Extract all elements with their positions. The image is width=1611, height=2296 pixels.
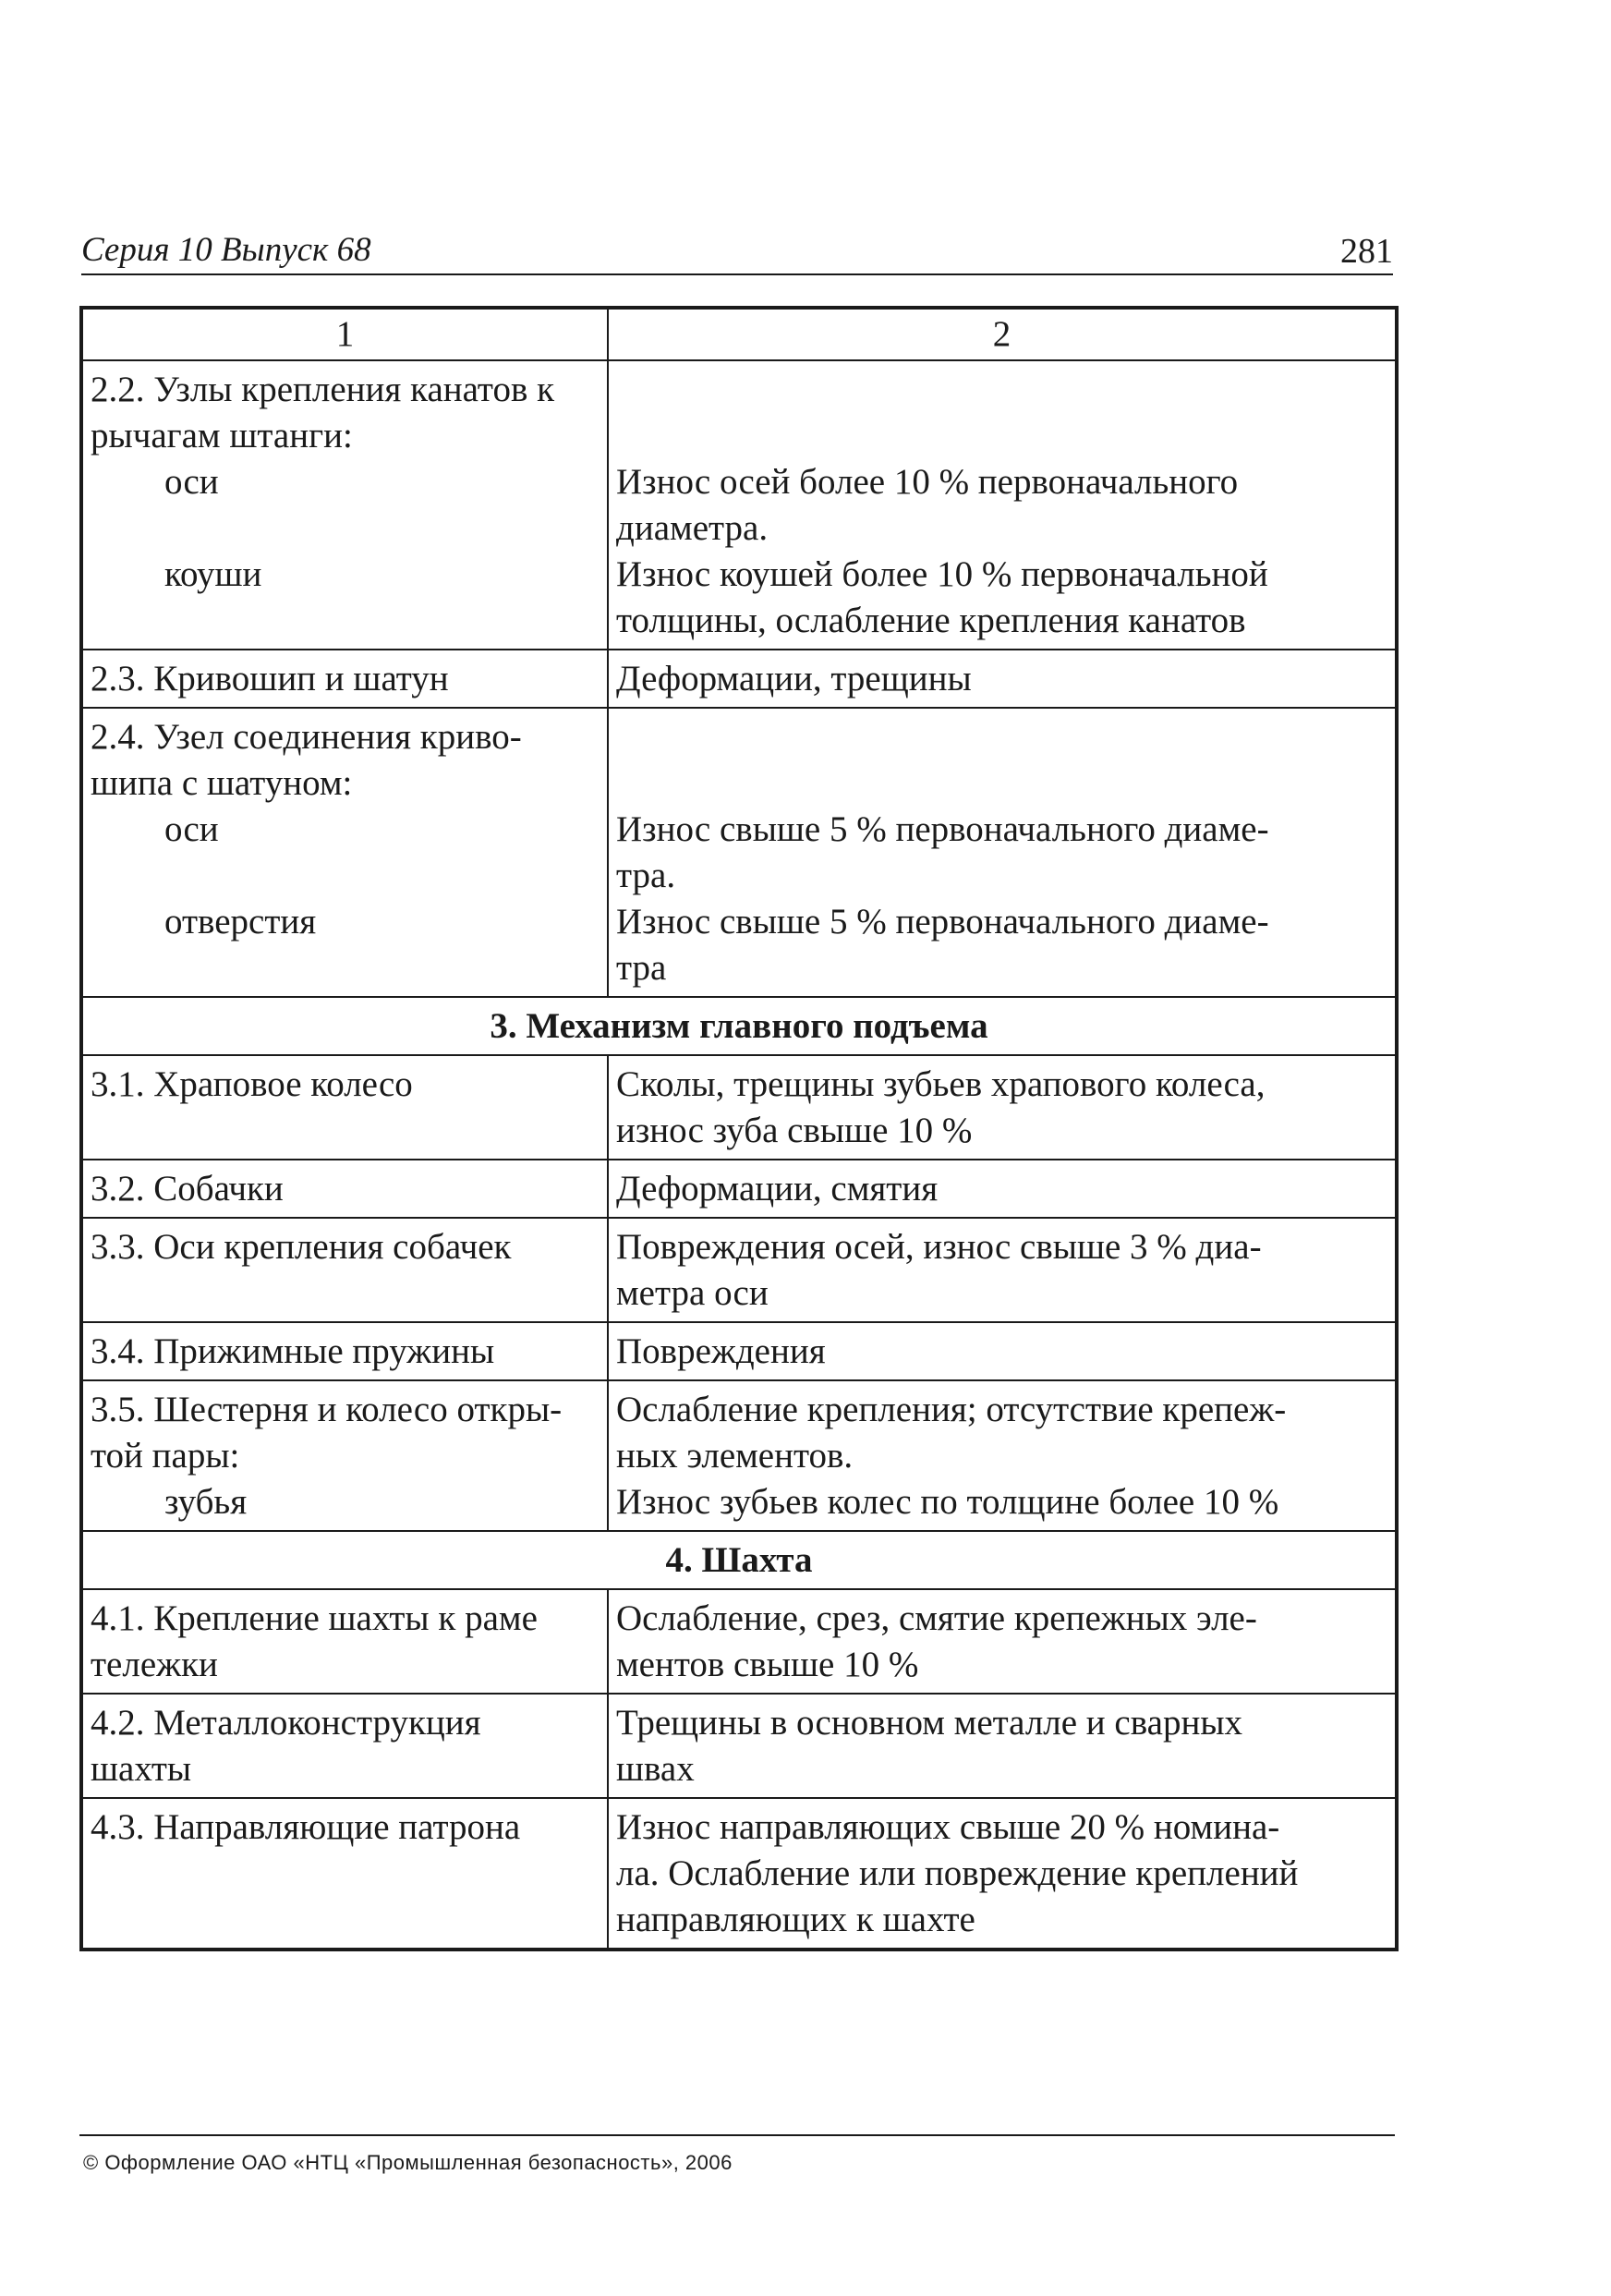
- sub-item-label: коуши: [164, 554, 262, 594]
- cell-text: толщины, ослабление крепления канатов: [616, 601, 1246, 640]
- row-2-4-label: [81, 708, 608, 997]
- cell-text: Ослабление крепления; отсутствие крепеж-: [616, 1390, 1287, 1429]
- sub-item-label: оси: [164, 462, 219, 502]
- cell-text: ных элементов.: [616, 1436, 854, 1476]
- row-3-1-description: [608, 1055, 1397, 1160]
- section-title-4: 4. Шахта: [81, 1531, 1397, 1589]
- row-3-3-description: [608, 1218, 1397, 1322]
- cell-text: Ослабление, срез, смятие крепежных эле-: [616, 1598, 1257, 1638]
- section-row: [81, 997, 1397, 1055]
- table-row: [81, 1218, 1397, 1322]
- row-4-2-description: [608, 1694, 1397, 1798]
- sub-item-label: отверстия: [164, 902, 317, 941]
- cell-text: направляющих к шахте: [616, 1900, 975, 1939]
- cell-text: 4.1. Крепление шахты к раме: [91, 1598, 538, 1638]
- row-4-3-description: [608, 1798, 1397, 1950]
- cell-text: диаметра.: [616, 508, 769, 548]
- cell-text: швах: [616, 1749, 695, 1789]
- row-3-3-label: 3.3. Оси крепления собачек: [81, 1218, 608, 1322]
- cell-text: Износ свыше 5 % первоначального диаме-: [616, 809, 1269, 849]
- cell-text: Износ свыше 5 % первоначального диаме-: [616, 902, 1269, 941]
- row-3-2-label: 3.2. Собачки: [81, 1160, 608, 1218]
- table-row: [81, 360, 1397, 650]
- row-4-3-label: 4.3. Направляющие патрона: [81, 1798, 608, 1950]
- cell-text: тра: [616, 948, 667, 988]
- cell-text: тележки: [91, 1645, 218, 1684]
- table-row: [81, 1798, 1397, 1950]
- cell-text: Износ зубьев колес по толщине более 10 %: [616, 1482, 1279, 1522]
- page-number: 281: [1340, 232, 1393, 271]
- row-3-5-description: [608, 1380, 1397, 1531]
- column-header-1: 1: [81, 308, 608, 360]
- row-4-2-label: [81, 1694, 608, 1798]
- row-2-3-description: Деформации, трещины: [608, 650, 1397, 708]
- cell-text: Повреждения осей, износ свыше 3 % диа-: [616, 1227, 1262, 1267]
- table-row: [81, 1055, 1397, 1160]
- table-row: [81, 1380, 1397, 1531]
- cell-text: Износ осей более 10 % первоначального: [616, 462, 1239, 502]
- row-3-5-label: [81, 1380, 608, 1531]
- footer-divider: [79, 2134, 1395, 2136]
- column-header-2: 2: [608, 308, 1397, 360]
- sub-item-label: оси: [164, 809, 219, 849]
- section-row: [81, 1531, 1397, 1589]
- defects-table: [79, 306, 1399, 1951]
- cell-text: 4.2. Металлоконструкция: [91, 1703, 481, 1743]
- cell-text: 2.4. Узел соединения криво-: [91, 717, 522, 757]
- section-title-3: 3. Механизм главного подъема: [81, 997, 1397, 1055]
- cell-text: Сколы, трещины зубьев храпового колеса,: [616, 1064, 1266, 1104]
- row-4-1-description: [608, 1589, 1397, 1694]
- cell-text: рычагам штанги:: [91, 416, 353, 456]
- table-row: [81, 1589, 1397, 1694]
- row-3-2-description: Деформации, смятия: [608, 1160, 1397, 1218]
- cell-text: ментов свыше 10 %: [616, 1645, 919, 1684]
- table-row: [81, 708, 1397, 997]
- sub-item-label: зубья: [164, 1482, 248, 1522]
- cell-text: метра оси: [616, 1273, 769, 1313]
- row-3-4-description: Повреждения: [608, 1322, 1397, 1380]
- cell-text: Износ направляющих свыше 20 % номина-: [616, 1807, 1280, 1847]
- cell-text: 2.2. Узлы крепления канатов к: [91, 370, 555, 409]
- table-header-row: [81, 308, 1397, 360]
- row-3-4-label: 3.4. Прижимные пружины: [81, 1322, 608, 1380]
- row-2-3-label: 2.3. Кривошип и шатун: [81, 650, 608, 708]
- cell-text: шипа с шатуном:: [91, 763, 353, 803]
- row-2-2-description: [608, 360, 1397, 650]
- row-3-1-label: 3.1. Храповое колесо: [81, 1055, 608, 1160]
- cell-text: той пары:: [91, 1436, 240, 1476]
- cell-text: износ зуба свыше 10 %: [616, 1111, 973, 1150]
- row-2-4-description: [608, 708, 1397, 997]
- page-header: [81, 218, 1393, 275]
- table-row: [81, 650, 1397, 708]
- row-4-1-label: [81, 1589, 608, 1694]
- table-row: [81, 1160, 1397, 1218]
- cell-text: шахты: [91, 1749, 192, 1789]
- cell-text: Трещины в основном металле и сварных: [616, 1703, 1243, 1743]
- cell-text: тра.: [616, 856, 676, 895]
- cell-text: ла. Ослабление или повреждение креплений: [616, 1853, 1299, 1893]
- cell-text: Износ коушей более 10 % первоначальной: [616, 554, 1268, 594]
- table-row: [81, 1694, 1397, 1798]
- table-row: [81, 1322, 1397, 1380]
- row-2-2-label: [81, 360, 608, 650]
- series-title: Серия 10 Выпуск 68: [81, 231, 371, 269]
- cell-text: 3.5. Шестерня и колесо откры-: [91, 1390, 563, 1429]
- footer-copyright: © Оформление ОАО «НТЦ «Промышленная безопасность», 2006: [83, 2151, 733, 2174]
